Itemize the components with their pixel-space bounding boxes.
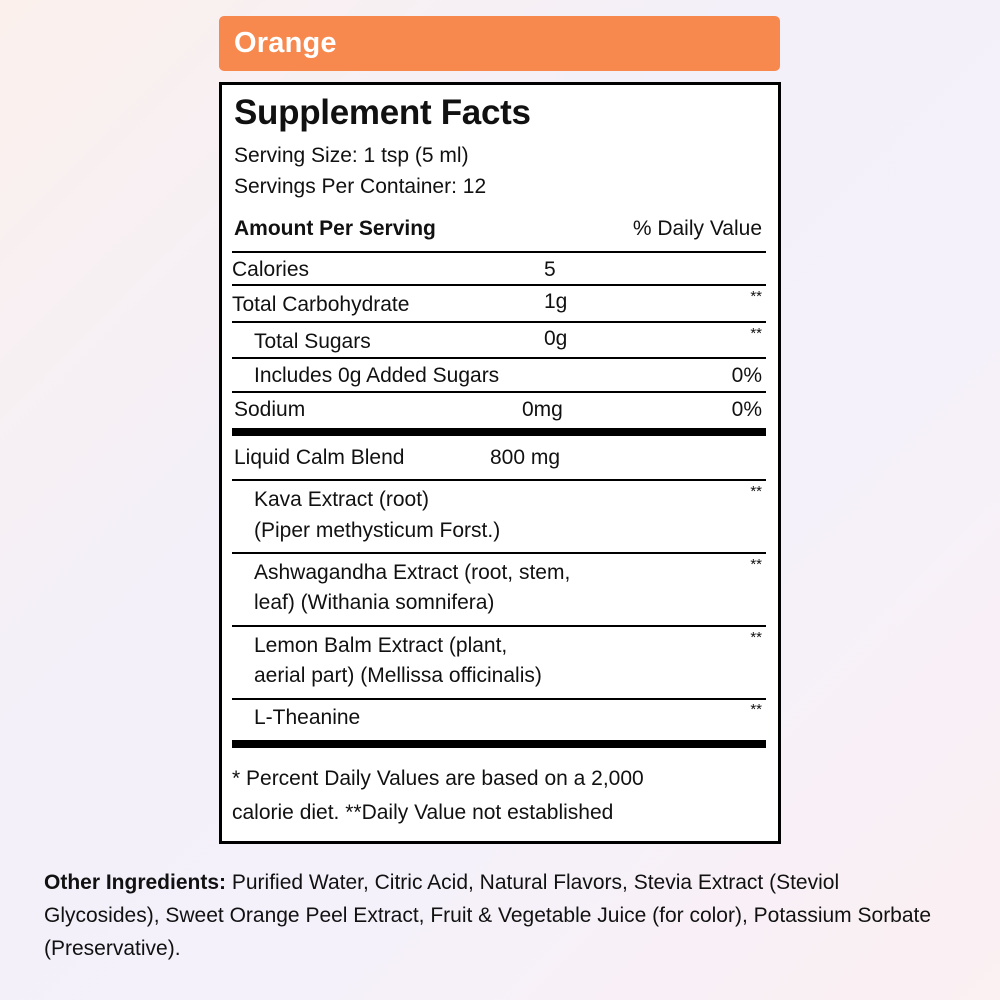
nutrient-amount: 5 — [544, 258, 556, 281]
divider — [232, 321, 766, 323]
facts-title: Supplement Facts — [234, 93, 531, 132]
divider — [232, 625, 766, 627]
divider — [232, 357, 766, 359]
other-ingredients-label: Other Ingredients: — [44, 871, 227, 894]
serving-size: Serving Size: 1 tsp (5 ml) — [234, 144, 469, 167]
flavor-banner — [219, 16, 780, 71]
blend-amount: 800 mg — [490, 446, 561, 469]
nutrient-dv: ** — [750, 288, 762, 305]
ingredient-dv: ** — [750, 701, 762, 718]
divider — [232, 251, 766, 253]
ingredient-line1: Ashwagandha Extract (root, stem, — [254, 561, 571, 584]
ingredient-line2: aerial part) (Mellissa officinalis) — [254, 664, 542, 687]
nutrient-dv: ** — [750, 325, 762, 342]
nutrient-name: Total Carbohydrate — [232, 293, 410, 316]
divider — [232, 552, 766, 554]
divider — [232, 391, 766, 393]
nutrient-dv: 0% — [731, 364, 762, 387]
footnote-line1: * Percent Daily Values are based on a 2,000 — [232, 767, 644, 790]
nutrient-dv: 0% — [731, 398, 762, 421]
divider — [232, 479, 766, 481]
thick-divider — [232, 740, 766, 748]
ingredient-dv: ** — [750, 556, 762, 573]
thick-divider — [232, 428, 766, 436]
nutrient-name: Sodium — [234, 398, 306, 421]
nutrient-name: Includes 0g Added Sugars — [254, 364, 500, 387]
nutrient-name: Total Sugars — [254, 330, 371, 353]
divider — [232, 698, 766, 700]
nutrient-amount: 0mg — [522, 398, 563, 421]
footnote-line2: calorie diet. **Daily Value not established — [232, 801, 614, 824]
blend-name: Liquid Calm Blend — [234, 446, 405, 469]
ingredient-line1: L-Theanine — [254, 706, 361, 729]
servings-per-container: Servings Per Container: 12 — [234, 175, 487, 198]
supplement-facts-panel — [219, 82, 781, 844]
ingredient-line1: Kava Extract (root) — [254, 488, 430, 511]
nutrient-amount: 1g — [544, 290, 568, 313]
nutrient-amount: 0g — [544, 327, 568, 350]
ingredient-line2: leaf) (Withania somnifera) — [254, 591, 495, 614]
ingredient-line2: (Piper methysticum Forst.) — [254, 519, 501, 542]
flavor-title: Orange — [234, 27, 337, 59]
other-ingredients — [44, 866, 944, 965]
ingredient-dv: ** — [750, 483, 762, 500]
other-ingredients-text: Purified Water, Citric Acid, Natural Flavors, Stevia Extract (Steviol Glycosides), Sweet Orange Peel Extract, Fruit & Vegetable Juice (for color), Potassium Sorbate (Preservative). — [44, 871, 932, 960]
ingredient-line1: Lemon Balm Extract (plant, — [254, 634, 508, 657]
divider — [232, 284, 766, 286]
amount-per-serving-header: Amount Per Serving — [234, 217, 436, 240]
nutrient-name: Calories — [232, 258, 310, 281]
ingredient-dv: ** — [750, 629, 762, 646]
daily-value-header: % Daily Value — [632, 217, 762, 240]
